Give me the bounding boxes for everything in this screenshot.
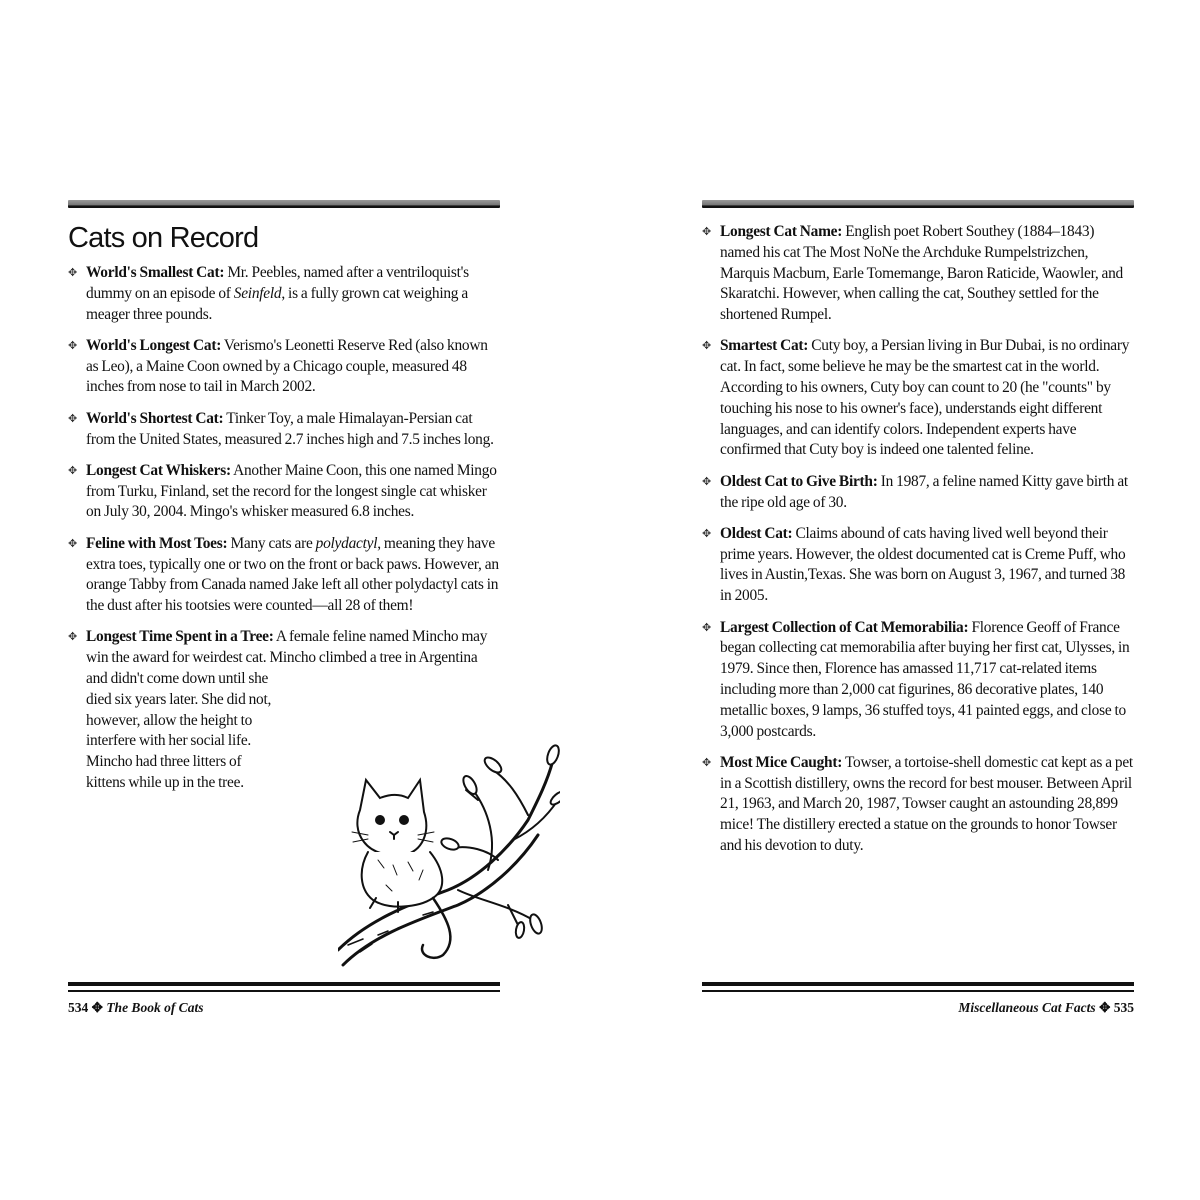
list-item — [702, 618, 1134, 743]
header-rule — [68, 200, 500, 208]
footer-rule — [68, 982, 500, 986]
bullet-icon: ✥ — [68, 537, 77, 550]
footer-rule — [68, 990, 500, 992]
item-term: Smartest Cat: — [720, 337, 809, 355]
list-item — [702, 524, 1134, 607]
item-text: In 1987, a feline named Kitty gave birth at the ripe old age of 30. — [720, 472, 1128, 511]
item-italic: Seinfeld — [233, 284, 282, 302]
item-term: Oldest Cat: — [720, 524, 793, 542]
list-item — [702, 753, 1134, 857]
item-text: Verismo's Leonetti Reserve Red (also known as Leo), a Maine Coon owned by a Chicago couple, measured 48 inches from nose to tail in March 2002. — [86, 336, 488, 396]
bullet-icon: ✥ — [702, 226, 711, 238]
bullet-icon: ✥ — [702, 756, 711, 769]
item-text: Towser, a tortoise-shell domestic cat kept as a pet in a Scottish distillery, owns the record for best mouser. Between April 21, 1963, and March 20, 1987, Towser caught an astounding 28,899 mice! The distillery erected a statue on the grounds to honor Towser and his devotion to duty. — [720, 753, 1133, 855]
bullet-icon: ✥ — [702, 527, 711, 540]
item-term: Longest Time Spent in a Tree: — [86, 628, 274, 646]
item-text: Claims abound of cats having lived well beyond their prime years. However, the oldest documented cat is Creme Puff, who lives in Austin,Texas. She was born on August 3, 1967, and turned 38 in 2005. — [720, 524, 1126, 605]
item-term: Largest Collection of Cat Memorabilia: — [720, 618, 969, 636]
item-text: English poet Robert Southey (1884–1843) named his cat The Most NoNe the Archduke Rumpelstrizchen, Marquis Macbum, Earle Tomemange, Baron Raticide, Waowler, and Skaratchi. However, when calling the cat, Southey settled for the shortened Rumpel. — [720, 223, 1124, 324]
bullet-icon: ✥ — [702, 340, 711, 353]
item-text: A female feline named Mincho may win the award for weirdest cat. Mincho climbed a tree in Argentina and didn't come down until she died six years later. She did not, however, allow the height to interfere with her social life. Mincho had three litters of kittens while up in the tree. — [86, 628, 488, 792]
list-item — [702, 336, 1134, 461]
item-term: Oldest Cat to Give Birth: — [720, 472, 878, 490]
item-term: World's Smallest Cat: — [86, 264, 225, 281]
bullet-icon: ✥ — [68, 339, 77, 352]
page-number: 535 — [1113, 1000, 1134, 1015]
item-text: Many cats are — [227, 534, 316, 552]
folio-separator: ✥ — [1095, 1000, 1114, 1015]
page-footer — [68, 1000, 203, 1016]
bullet-icon: ✥ — [68, 464, 77, 477]
list-item — [702, 222, 1134, 326]
list-item — [68, 461, 500, 523]
item-term: World's Shortest Cat: — [86, 409, 224, 427]
list-item — [702, 472, 1134, 514]
item-text: Mr. Peebles, named after a ventriloquist's dummy on an episode of — [86, 264, 469, 302]
item-term: Longest Cat Whiskers: — [86, 461, 231, 479]
cat-in-tree-illustration — [338, 740, 560, 970]
bullet-icon: ✥ — [68, 631, 77, 644]
item-italic: polydactyl — [315, 534, 378, 552]
chapter-title: Miscellaneous Cat Facts — [958, 1000, 1096, 1015]
item-term: Most Mice Caught: — [720, 753, 843, 771]
footer-rule — [702, 990, 1134, 992]
page-title: Cats on Record — [68, 222, 259, 254]
list-item — [68, 263, 500, 325]
header-rule — [702, 200, 1134, 208]
item-text: Cuty boy, a Persian living in Bur Dubai, is no ordinary cat. In fact, some believe he may be the smartest cat in the world. According to his owners, Cuty boy can count to 20 (he "counts" by touching his nose to his owner's face), understands eight different languages, and can identify colors. Independent experts have confirmed that Cuty boy is indeed one talented feline. — [720, 337, 1130, 459]
bullet-icon: ✥ — [702, 475, 711, 488]
footer-rule — [702, 982, 1134, 986]
page-footer — [958, 1000, 1134, 1016]
item-text: Florence Geoff of France began collecting cat memorabilia after buying her first cat, Ulysses, in 1979. Since then, Florence has amassed 11,717 cat-related items including more than 2,000 cat figurines, 86 decorative plates, 140 metallic boxes, 9 lamps, 36 stuffed toys, 41 painted eggs, and close to 3,000 postcards. — [720, 618, 1130, 740]
list-item — [68, 336, 500, 398]
item-term: World's Longest Cat: — [86, 336, 222, 354]
list-item — [68, 534, 500, 617]
page-number: 534 — [68, 1000, 89, 1015]
bullet-icon: ✥ — [68, 267, 77, 279]
bullet-icon: ✥ — [702, 621, 711, 634]
folio-separator: ✥ — [88, 1000, 107, 1015]
list-item — [68, 409, 500, 451]
bullet-icon: ✥ — [68, 412, 77, 425]
book-title: The Book of Cats — [106, 1000, 204, 1015]
item-text: , meaning they have extra toes, typically one or two on the front or back paws. However, an orange Tabby from Canada named Jake left all other polydactyl cats in the dust after his tootsies were counted—all 28 of them! — [86, 534, 499, 615]
item-term: Feline with Most Toes: — [86, 534, 228, 552]
item-term: Longest Cat Name: — [720, 223, 843, 240]
item-text: Tinker Toy, a male Himalayan-Persian cat from the United States, measured 2.7 inches high and 7.5 inches long. — [86, 409, 494, 448]
item-text: Another Maine Coon, this one named Mingo from Turku, Finland, set the record for the longest single cat whisker on July 30, 2004. Mingo's whisker measured 6.8 inches. — [86, 461, 497, 521]
item-text: , is a fully grown cat weighing a meager three pounds. — [86, 284, 468, 323]
record-list — [702, 222, 1134, 867]
